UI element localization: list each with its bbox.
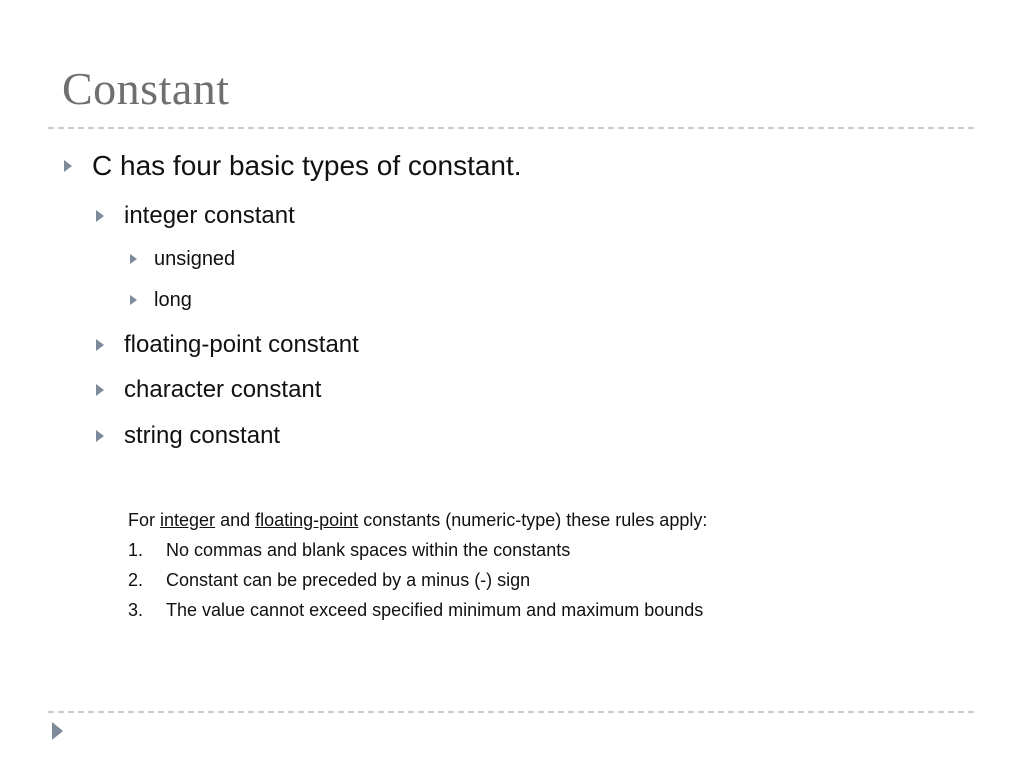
sub-sub-item-text: long	[154, 288, 192, 311]
numeric-rules-block	[128, 505, 707, 625]
rule-number: 3.	[128, 600, 144, 620]
triangle-right-icon	[52, 722, 63, 740]
sub-item-string	[96, 420, 280, 452]
bullet-main-text: C has four basic types of constant.	[92, 150, 522, 181]
bullet-triangle-icon	[96, 430, 104, 442]
rule-text: The value cannot exceed specified minimum and maximum bounds	[166, 600, 704, 620]
sub-item-text: integer constant	[124, 202, 295, 229]
slide-title: Constant	[62, 63, 230, 114]
sub-item-character	[96, 374, 321, 406]
bullet-main	[64, 146, 522, 186]
sub-item-integer	[96, 200, 295, 232]
rule-text: No commas and blank spaces within the constants	[166, 540, 571, 560]
rule-number: 2.	[128, 570, 144, 590]
sub-sub-item-unsigned	[130, 245, 235, 273]
intro-prefix: For	[128, 510, 161, 530]
sub-sub-item-long	[130, 286, 192, 314]
sub-sub-item-text: unsigned	[154, 247, 236, 270]
sub-item-text: character constant	[124, 376, 322, 403]
bullet-triangle-icon	[96, 384, 104, 396]
bullet-triangle-icon	[130, 295, 137, 305]
bullet-triangle-icon	[130, 254, 137, 264]
intro-mid: and	[215, 510, 256, 530]
rule-item	[128, 565, 707, 595]
intro-term-floating-point: floating-point	[255, 510, 359, 530]
rule-item	[128, 595, 707, 625]
intro-term-integer: integer	[160, 510, 216, 530]
sub-item-text: string constant	[124, 422, 281, 449]
rule-item	[128, 535, 707, 565]
bottom-divider	[48, 711, 974, 713]
rule-text: Constant can be preceded by a minus (-) sign	[166, 570, 531, 590]
bullet-triangle-icon	[64, 160, 72, 172]
intro-suffix: constants (numeric-type) these rules apply:	[358, 510, 708, 530]
bullet-triangle-icon	[96, 339, 104, 351]
rules-intro	[128, 505, 707, 535]
bullet-triangle-icon	[96, 210, 104, 222]
top-divider	[48, 127, 974, 129]
sub-item-floating-point	[96, 329, 359, 361]
sub-item-text: floating-point constant	[124, 331, 359, 358]
rule-number: 1.	[128, 540, 144, 560]
